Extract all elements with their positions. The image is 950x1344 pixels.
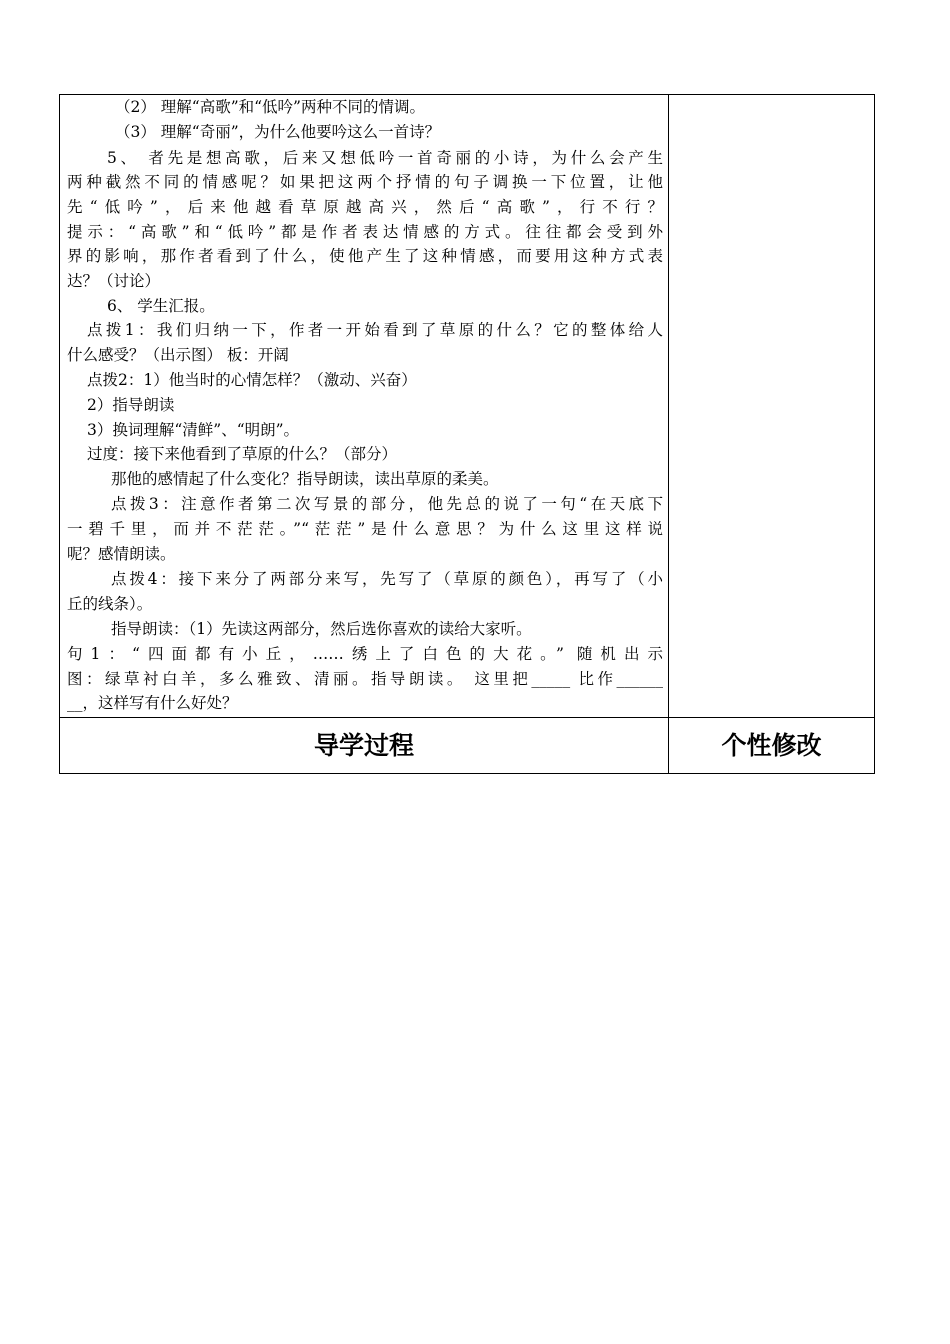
text-line: 6、 学生汇报。: [107, 297, 215, 315]
text-line: 那他的感情起了什么变化？指导朗读，读出草原的柔美。: [111, 470, 499, 488]
text-line: 两种截然不同的情感呢？如果把这两个抒情的句子调换一下位置，让他: [67, 173, 663, 191]
header-guided-learning: 导学过程: [313, 731, 414, 760]
text-line: 5、 者先是想高歌，后来又想低吟一首奇丽的小诗，为什么会产生: [107, 149, 663, 167]
text-line: 呢？感情朗读。: [67, 545, 176, 563]
guided-learning-content: [67, 95, 663, 715]
header-personal-revision: 个性修改: [721, 731, 822, 760]
text-line: 指导朗读：（1）先读这两部分，然后选你喜欢的读给大家听。: [111, 620, 532, 638]
text-line: 点拨2：1）他当时的心情怎样？（激动、兴奋）: [87, 371, 417, 389]
text-line: 点拨4：接下来分了两部分来写，先写了（草原的颜色），再写了（小: [111, 570, 663, 588]
text-line: 句1：“四面都有小丘，……绣上了白色的大花。” 随机出示: [67, 645, 663, 663]
text-line: 丘的线条）。: [67, 595, 153, 613]
text-line: 图：绿草衬白羊，多么雅致、清丽。指导朗读。 这里把_____ 比作______: [67, 670, 663, 688]
text-line: 过度：接下来他看到了草原的什么？（部分）: [87, 445, 398, 463]
lesson-table: [59, 94, 875, 774]
text-line: 2）指导朗读: [87, 396, 175, 414]
text-line: （3） 理解“奇丽”，为什么他要吟这么一首诗？: [115, 123, 441, 141]
text-line: 什么感受？（出示图） 板：开阔: [67, 346, 289, 364]
column-divider: [668, 95, 669, 773]
text-line: 界的影响，那作者看到了什么，使他产生了这种情感，而要用这种方式表: [67, 247, 663, 265]
text-line: （2） 理解“高歌”和“低吟”两种不同的情调。: [115, 98, 425, 116]
text-line: __，这样写有什么好处？: [67, 694, 238, 712]
text-line: 提示：“高歌”和“低吟”都是作者表达情感的方式。往往都会受到外: [67, 223, 663, 241]
text-line: 3）换词理解“清鲜”、“明朗”。: [87, 421, 300, 439]
text-line: 达？（讨论）: [67, 272, 161, 290]
text-line: 一碧千里，而并不茫茫。”“茫茫”是什么意思？为什么这里这样说: [67, 520, 663, 538]
text-line: 先“低吟”，后来他越看草原越高兴，然后“高歌”，行不行？: [67, 198, 663, 216]
text-line: 点拨3：注意作者第二次写景的部分，他先总的说了一句“在天底下: [111, 495, 663, 513]
text-line: 点拨1：我们归纳一下，作者一开始看到了草原的什么？它的整体给人: [87, 321, 663, 339]
